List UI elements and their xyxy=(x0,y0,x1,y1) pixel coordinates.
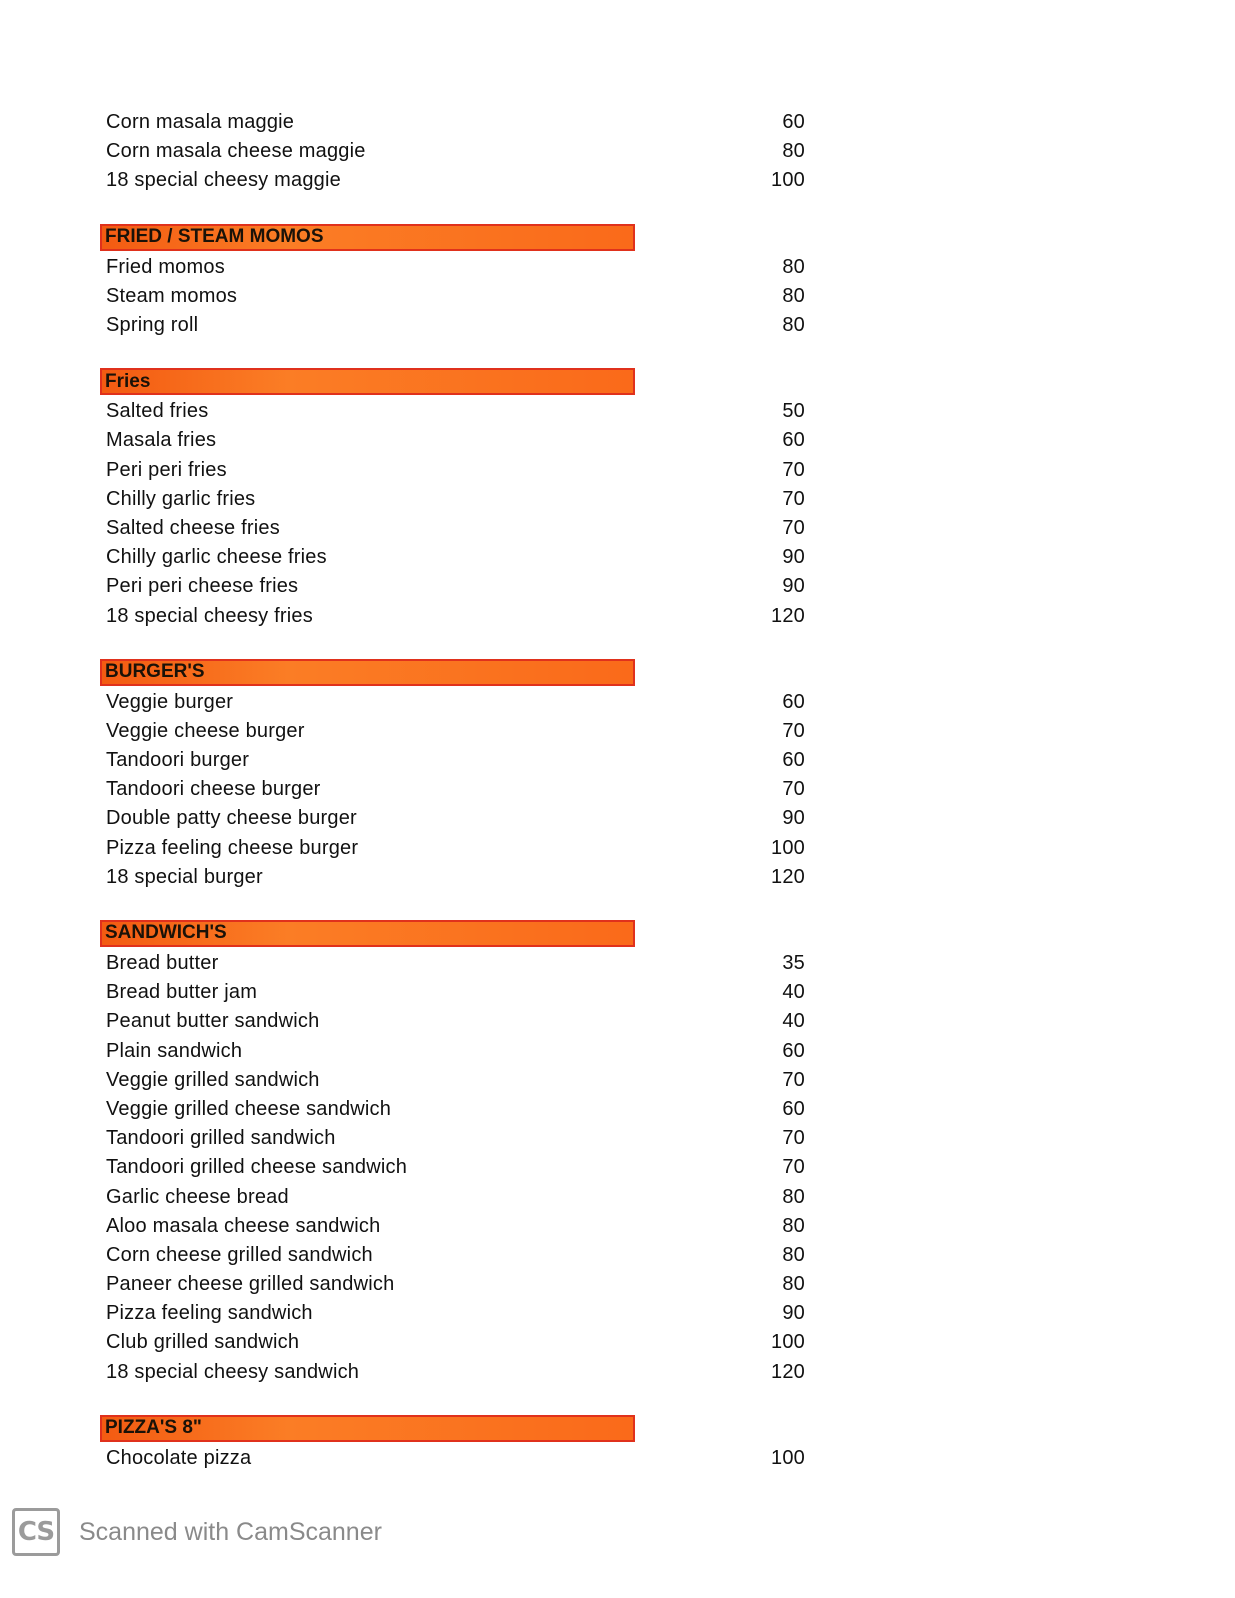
item-price: 80 xyxy=(782,255,805,278)
menu-item xyxy=(100,863,805,892)
menu-section xyxy=(100,224,805,341)
item-price: 60 xyxy=(782,1039,805,1062)
menu-item xyxy=(100,601,805,630)
item-name: Paneer cheese grilled sandwich xyxy=(106,1273,395,1296)
menu-item xyxy=(100,282,805,311)
menu-item xyxy=(100,1299,805,1328)
item-name: Veggie grilled sandwich xyxy=(106,1068,320,1091)
item-price: 80 xyxy=(782,140,805,163)
item-price: 60 xyxy=(782,429,805,452)
item-name: Peri peri cheese fries xyxy=(106,575,299,598)
item-name: Tandoori cheese burger xyxy=(106,778,321,801)
item-name: Chilly garlic cheese fries xyxy=(106,546,327,569)
camscanner-logo-icon: CS xyxy=(12,1508,60,1556)
menu-section xyxy=(100,920,805,1387)
item-price: 70 xyxy=(782,487,805,510)
menu-item xyxy=(100,1007,805,1036)
camscanner-watermark xyxy=(12,1508,382,1556)
section-header: PIZZA'S 8" xyxy=(100,1415,635,1442)
item-price: 80 xyxy=(782,314,805,337)
item-name: 18 special burger xyxy=(106,865,263,888)
item-name: Aloo masala cheese sandwich xyxy=(106,1214,381,1237)
menu-section xyxy=(100,368,805,631)
item-price: 70 xyxy=(782,1127,805,1150)
item-price: 100 xyxy=(771,836,805,859)
watermark-text: Scanned with CamScanner xyxy=(79,1517,382,1546)
menu-item xyxy=(100,978,805,1007)
menu-item xyxy=(100,1037,805,1066)
menu-item xyxy=(100,1328,805,1357)
item-price: 80 xyxy=(782,1273,805,1296)
menu-item xyxy=(100,397,805,426)
menu-item xyxy=(100,485,805,514)
item-price: 50 xyxy=(782,400,805,423)
item-price: 70 xyxy=(782,1156,805,1179)
item-name: Plain sandwich xyxy=(106,1039,243,1062)
item-name: Tandoori grilled sandwich xyxy=(106,1127,336,1150)
menu-item xyxy=(100,514,805,543)
item-name: Veggie grilled cheese sandwich xyxy=(106,1097,392,1120)
menu-item xyxy=(100,1444,805,1473)
item-name: 18 special cheesy sandwich xyxy=(106,1360,360,1383)
item-price: 40 xyxy=(782,1010,805,1033)
item-price: 80 xyxy=(782,1243,805,1266)
item-price: 90 xyxy=(782,546,805,569)
section-header: BURGER'S xyxy=(100,659,635,686)
item-name: Bread butter xyxy=(106,952,219,975)
menu-item xyxy=(100,746,805,775)
item-name: Chocolate pizza xyxy=(106,1446,252,1469)
menu-item xyxy=(100,456,805,485)
menu-item xyxy=(100,775,805,804)
item-price: 100 xyxy=(771,1446,805,1469)
item-name: Bread butter jam xyxy=(106,981,258,1004)
item-price: 90 xyxy=(782,1302,805,1325)
menu-item xyxy=(100,1153,805,1182)
item-name: Club grilled sandwich xyxy=(106,1331,300,1354)
menu-item xyxy=(100,1124,805,1153)
menu-item xyxy=(100,1358,805,1387)
menu-section xyxy=(100,659,805,892)
item-price: 80 xyxy=(782,1185,805,1208)
item-price: 100 xyxy=(771,169,805,192)
item-name: Peanut butter sandwich xyxy=(106,1010,320,1033)
menu-item xyxy=(100,543,805,572)
item-name: Steam momos xyxy=(106,284,238,307)
menu-item xyxy=(100,426,805,455)
item-price: 70 xyxy=(782,719,805,742)
menu-section xyxy=(100,108,805,196)
item-price: 60 xyxy=(782,1097,805,1120)
item-name: Fried momos xyxy=(106,255,225,278)
item-name: Tandoori burger xyxy=(106,749,250,772)
item-name: Masala fries xyxy=(106,429,217,452)
menu-item xyxy=(100,166,805,195)
item-price: 60 xyxy=(782,749,805,772)
section-header: SANDWICH'S xyxy=(100,920,635,947)
item-price: 80 xyxy=(782,1214,805,1237)
item-name: Pizza feeling sandwich xyxy=(106,1302,313,1325)
menu-item xyxy=(100,804,805,833)
item-price: 120 xyxy=(771,604,805,627)
item-name: Veggie burger xyxy=(106,690,234,713)
section-header: Fries xyxy=(100,368,635,395)
item-name: Chilly garlic fries xyxy=(106,487,256,510)
menu-section xyxy=(100,1415,805,1473)
item-price: 60 xyxy=(782,690,805,713)
item-name: Peri peri fries xyxy=(106,458,227,481)
menu-item xyxy=(100,834,805,863)
item-price: 70 xyxy=(782,1068,805,1091)
item-name: Garlic cheese bread xyxy=(106,1185,289,1208)
menu-item xyxy=(100,949,805,978)
menu-item xyxy=(100,1212,805,1241)
menu-item xyxy=(100,717,805,746)
menu-item xyxy=(100,1182,805,1211)
menu-item xyxy=(100,1241,805,1270)
item-price: 70 xyxy=(782,458,805,481)
item-price: 70 xyxy=(782,516,805,539)
item-name: 18 special cheesy maggie xyxy=(106,169,341,192)
item-name: Corn masala cheese maggie xyxy=(106,140,366,163)
item-name: Spring roll xyxy=(106,314,199,337)
item-price: 120 xyxy=(771,1360,805,1383)
item-price: 60 xyxy=(782,111,805,134)
menu-item xyxy=(100,137,805,166)
item-price: 90 xyxy=(782,575,805,598)
item-price: 70 xyxy=(782,778,805,801)
item-price: 40 xyxy=(782,981,805,1004)
item-price: 120 xyxy=(771,865,805,888)
item-name: Veggie cheese burger xyxy=(106,719,305,742)
menu-item xyxy=(100,572,805,601)
item-name: Double patty cheese burger xyxy=(106,807,357,830)
menu-item xyxy=(100,311,805,340)
item-name: 18 special cheesy fries xyxy=(106,604,313,627)
menu-item xyxy=(100,1095,805,1124)
menu-item xyxy=(100,1270,805,1299)
item-name: Salted cheese fries xyxy=(106,516,280,539)
menu-item xyxy=(100,688,805,717)
item-price: 80 xyxy=(782,284,805,307)
item-price: 35 xyxy=(782,952,805,975)
menu-list xyxy=(100,108,805,1473)
item-name: Salted fries xyxy=(106,400,209,423)
menu-item xyxy=(100,253,805,282)
item-name: Pizza feeling cheese burger xyxy=(106,836,359,859)
item-name: Tandoori grilled cheese sandwich xyxy=(106,1156,408,1179)
menu-item xyxy=(100,1066,805,1095)
item-price: 100 xyxy=(771,1331,805,1354)
item-name: Corn masala maggie xyxy=(106,111,295,134)
item-price: 90 xyxy=(782,807,805,830)
item-name: Corn cheese grilled sandwich xyxy=(106,1243,373,1266)
section-header: FRIED / STEAM MOMOS xyxy=(100,224,635,251)
menu-item xyxy=(100,108,805,137)
